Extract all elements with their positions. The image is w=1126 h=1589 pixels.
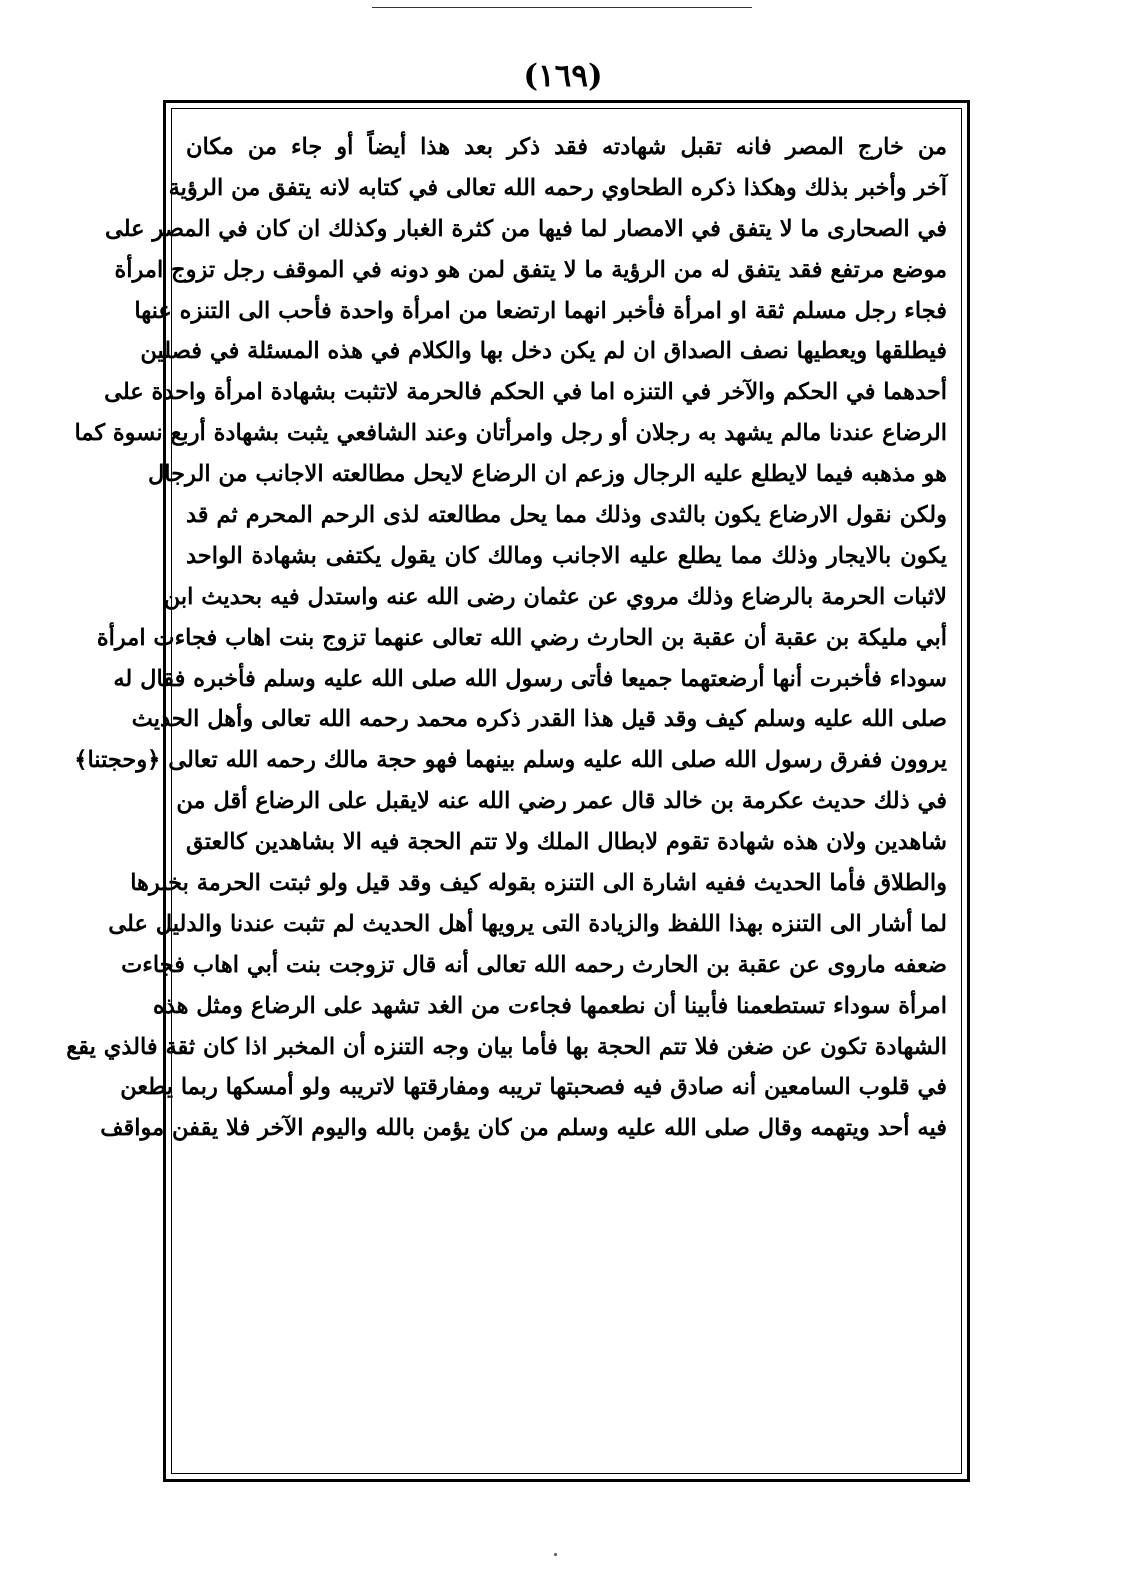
text-line: شاهدين ولان هذه شهادة تقوم لابطال الملك ولا تتم الحجة فيه الا بشاهدين كالعتق [186, 829, 947, 856]
text-line: في قلوب السامعين أنه صادق فيه فصحبتها تريبه ومفارقتها لاتريبه ولو أمسكها ربما يطعن [120, 1074, 947, 1101]
text-line: آخر وأخبر بذلك وهكذا ذكره الطحاوي رحمه الله تعالى في كتابه لانه يتفق من الرؤية [168, 174, 947, 201]
text-line: فيطلقها ويعطيها نصف الصداق ان لم يكن دخل بها والكلام في هذه المسئلة في فصلين [140, 338, 947, 365]
page-frame [66, 100, 970, 1482]
text-line: لاثبات الحرمة بالرضاع وذلك مروي عن عثمان رضى الله عنه واستدل فيه بحديث ابن [163, 583, 947, 610]
text-line: ولكن نقول الارضاع يكون بالثدى وذلك مما يحل مطالعته لذى الرحم المحرم ثم قد [186, 502, 947, 529]
text-line: ضعفه ماروى عن عقبة بن الحارث رحمه الله تعالى أنه قال تزوجت بنت أبي اهاب فجاءت [121, 951, 947, 978]
page-number: (١٦٩) [523, 58, 603, 94]
text-line: امرأة سوداء تستطعمنا فأبينا أن نطعمها فجاءت من الغد تشهد على الرضاع ومثل هذه [152, 992, 947, 1019]
text-line: لما أشار الى التنزه بهذا اللفظ والزيادة التى يرويها أهل الحديث لم تثبت عندنا والدليل على [108, 910, 947, 937]
page-frame-inner [66, 108, 962, 1474]
text-line: في الصحارى ما لا يتفق في الامصار لما فيها من كثرة الغبار وكذلك ان كان في المصر على [104, 215, 947, 242]
text-line: والطلاق فأما الحديث ففيه اشارة الى التنزه بقوله كيف وقد قيل ولو ثبتت الحرمة بخبرها [130, 870, 947, 897]
text-line: يروون ففرق رسول الله صلى الله عليه وسلم بينهما فهو حجة مالك رحمه الله تعالى ﴿وحجتنا﴾ [74, 747, 947, 774]
text-line: الرضاع عندنا مالم يشهد به رجلان أو رجل وامرأتان وعند الشافعي يثبت بشهادة أربع نسوة كما [74, 420, 947, 447]
text-line: يكون بالايجار وذلك مما يطلع عليه الاجانب ومالك كان يقول يكتفى بشهادة الواحد [186, 542, 947, 569]
body-text [66, 127, 947, 1149]
text-line: في ذلك حديث عكرمة بن خالد قال عمر رضي الله عنه لايقبل على الرضاع أقل من [176, 788, 947, 815]
text-line: موضع مرتفع فقد يتفق له من الرؤية ما لا يتفق لمن هو دونه في الموقف رجل تزوج امرأة [114, 256, 947, 283]
top-rule [372, 7, 752, 8]
scan-speck [554, 1553, 557, 1556]
text-line: الشهادة تكون عن ضغن فلا تتم الحجة بها فأما بيان وجه التنزه أن المخبر اذا كان ثقة فالذي يقع [66, 1033, 947, 1060]
text-line: فجاء رجل مسلم ثقة او امرأة فأخبر انهما ارتضعا من امرأة واحدة فأحب الى التنزه عنها [134, 297, 947, 324]
text-line: صلى الله عليه وسلم كيف وقد قيل هذا القدر ذكره محمد رحمه الله تعالى وأهل الحديث [131, 706, 947, 733]
text-line: أحدهما في الحكم والآخر في التنزه اما في الحكم فالحرمة لاتثبت بشهادة امرأة واحدة على [104, 379, 947, 406]
text-line: هو مذهبه فيما لايطلع عليه الرجال وزعم ان الرضاع لايحل مطالعته الاجانب من الرجال [147, 461, 947, 488]
text-line: فيه أحد ويتهمه وقال صلى الله عليه وسلم من كان يؤمن بالله واليوم الآخر فلا يقفن مواقف [100, 1115, 947, 1142]
text-line: من خارج المصر فانه تقبل شهادته فقد ذكر بعد هذا أيضاً أو جاء من مكان [186, 134, 947, 160]
text-line: سوداء فأخبرت أنها أرضعتهما جميعا فأتى رسول الله صلى الله عليه وسلم فأخبره فقال له [113, 665, 947, 692]
text-line: أبي مليكة بن عقبة أن عقبة بن الحارث رضي الله تعالى عنهما تزوج بنت اهاب فجاءت امرأة [96, 624, 947, 651]
